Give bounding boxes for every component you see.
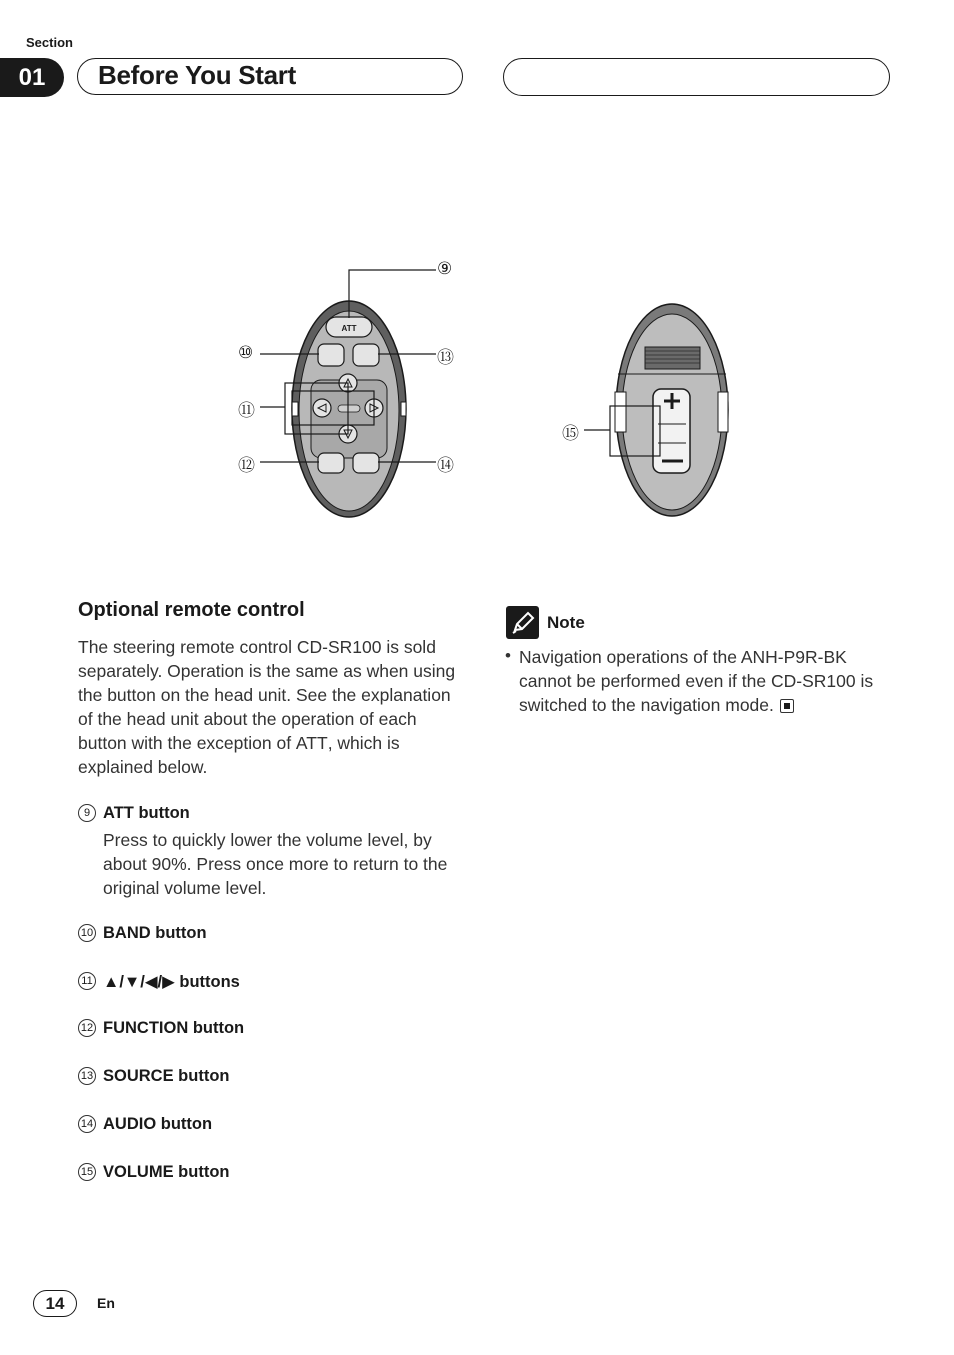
item-title <box>103 972 240 992</box>
intro-text: The steering remote control CD-SR100 is sold separately. Operation is the same as when using the button on the head unit. See the explanation of the head unit about the operation of each button with the exception of <box>78 637 456 753</box>
section-heading: Optional remote control <box>78 599 305 621</box>
note-text-content: Navigation operations of the ANH-P9R-BK cannot be performed even if the CD-SR100 is switched to the navigation mode. <box>519 647 874 715</box>
item-title <box>103 1019 244 1038</box>
item-label: buttons <box>174 973 240 991</box>
item-number: 13 <box>78 1067 96 1085</box>
item-label: button <box>156 1115 213 1133</box>
audio-button-shape <box>353 453 379 473</box>
source-button-shape <box>353 344 379 366</box>
item-title <box>103 924 207 943</box>
function-button-shape <box>318 453 344 473</box>
list-item <box>78 972 468 994</box>
item-label: button <box>188 1019 245 1037</box>
item-bold: BAND <box>103 924 151 942</box>
item-bold: AUDIO <box>103 1115 157 1133</box>
remote-left-illustration <box>292 301 406 517</box>
page-number-badge <box>33 1290 77 1317</box>
callout-9: ⑨ <box>437 259 453 279</box>
item-number: 9 <box>78 804 96 822</box>
att-label: ATT <box>341 324 357 333</box>
list-item <box>78 1163 468 1185</box>
item-bold: VOLUME <box>103 1163 174 1181</box>
list-item <box>78 804 468 904</box>
callout-14: ⑭ <box>437 456 454 476</box>
section-number: 01 <box>18 63 46 91</box>
item-label: button <box>173 1067 230 1085</box>
item-bold: ATT <box>103 804 134 822</box>
callout-12: ⑫ <box>238 456 255 476</box>
item-label: button <box>173 1163 230 1181</box>
callout-15: ⑮ <box>562 424 579 444</box>
remote-right-illustration <box>615 304 728 516</box>
list-item <box>78 924 468 946</box>
intro-text-end: , which is explained below. <box>78 733 400 777</box>
item-description: Press to quickly lower the volume level, by about 90%. Press once more to return to the original volume level. <box>103 830 448 898</box>
intro-bold: ATT <box>295 733 328 753</box>
section-label: Section <box>26 35 73 50</box>
list-item <box>78 1067 468 1089</box>
note-text <box>519 645 889 717</box>
page-title: Before You Start <box>98 60 296 90</box>
item-title <box>103 804 190 823</box>
list-item <box>78 1019 468 1041</box>
callout-13: ⑬ <box>437 348 454 368</box>
intro-paragraph <box>78 635 468 779</box>
item-label: button <box>150 924 207 942</box>
item-title <box>103 1163 229 1182</box>
callout-11: ⑪ <box>238 401 255 421</box>
item-title <box>103 1067 229 1086</box>
item-label: button <box>133 804 190 822</box>
item-bold: ▲/▼/◀/▶ <box>103 973 175 991</box>
end-mark-icon <box>780 699 794 713</box>
item-number: 12 <box>78 1019 96 1037</box>
item-bold: SOURCE <box>103 1067 174 1085</box>
list-item <box>78 1115 468 1137</box>
item-number: 15 <box>78 1163 96 1181</box>
item-number: 10 <box>78 924 96 942</box>
item-number: 14 <box>78 1115 96 1133</box>
item-number: 11 <box>78 972 96 990</box>
band-button-shape <box>318 344 344 366</box>
page-number: 14 <box>45 1293 65 1313</box>
item-bold: FUNCTION <box>103 1019 189 1037</box>
remote-control-figure <box>0 0 954 560</box>
note-bullet: • <box>505 646 511 665</box>
note-pencil-icon <box>506 606 539 639</box>
item-title <box>103 1115 212 1134</box>
language-code: En <box>97 1295 115 1311</box>
callout-10: ⑩ <box>238 343 254 363</box>
note-title: Note <box>547 613 585 632</box>
